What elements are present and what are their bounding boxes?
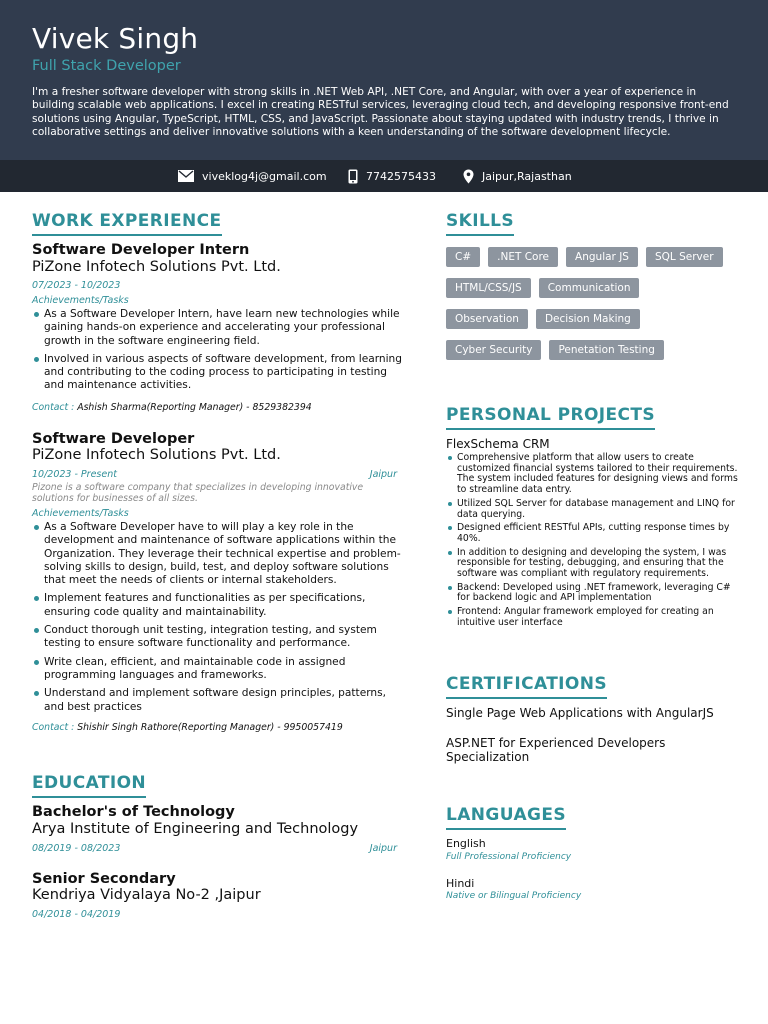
resume-header: [0, 0, 768, 160]
job-contact-value: Ashish Sharma(Reporting Manager) - 8529382394: [77, 402, 312, 413]
contact-phone-text: 7742575433: [366, 169, 436, 183]
skill-tag: .NET Core: [488, 247, 558, 267]
list-item: Write clean, efficient, and maintainable code in assigned programming languages and frameworks.: [32, 656, 402, 683]
location-pin-icon: [463, 169, 474, 184]
list-item: As a Software Developer Intern, have learn new technologies while gaining hands-on experience and accelerating your professional growth in the software engineering field.: [32, 308, 402, 348]
education-degree-1: Bachelor's of Technology: [32, 804, 235, 820]
list-item: Frontend: Angular framework employed for creating an intuitive user interface: [446, 607, 738, 628]
list-item: Involved in various aspects of software development, from learning and contributing to the coding process to participating in testing and maintenance activities.: [32, 353, 402, 393]
language-name-2: Hindi: [446, 877, 475, 890]
contact-phone[interactable]: [348, 160, 436, 192]
contact-email-text: viveklog4j@gmail.com: [202, 169, 327, 183]
project-bullets: [446, 453, 738, 632]
list-item: Conduct thorough unit testing, integration testing, and system testing to ensure software functionality and performance.: [32, 624, 402, 651]
company-description: Pizone is a software company that specializes in developing innovative solutions for businesses of all sizes.: [32, 482, 364, 504]
contact-bar: [0, 160, 768, 192]
candidate-name: Vivek Singh: [32, 22, 199, 55]
skill-tag: Angular JS: [566, 247, 638, 267]
job-contact-label: Contact :: [32, 402, 78, 413]
skill-tag: Penetation Testing: [549, 340, 663, 360]
list-item: Backend: Developed using .NET framework, leveraging C# for backend logic and API implementation: [446, 583, 738, 604]
language-level-1: Full Professional Proficiency: [446, 852, 572, 862]
languages-heading: LANGUAGES: [446, 805, 566, 830]
job-contact-label: Contact :: [32, 722, 78, 733]
project-name: FlexSchema CRM: [446, 437, 550, 451]
job-achievements-label-1: Achievements/Tasks: [32, 295, 129, 306]
education-degree-2: Senior Secondary: [32, 871, 176, 887]
job-dates-1: 07/2023 - 10/2023: [32, 280, 121, 291]
job-company-1: PiZone Infotech Solutions Pvt. Ltd.: [32, 259, 281, 275]
list-item: As a Software Developer have to will play a key role in the development and maintenance of software applications within the Organization. They leverage their technical expertise and problem-solving skills to design, build, test, and deploy software solutions that meet the needs of clients or internal stakeholders.: [32, 521, 402, 587]
skill-tag: HTML/CSS/JS: [446, 278, 531, 298]
job-contact-value: Shishir Singh Rathore(Reporting Manager) - 9950057419: [77, 722, 343, 733]
skills-heading: SKILLS: [446, 211, 514, 236]
skill-tag: Communication: [539, 278, 640, 298]
projects-heading: PERSONAL PROJECTS: [446, 405, 655, 430]
candidate-role: Full Stack Developer: [32, 58, 181, 74]
job-dates-2: 10/2023 - Present: [32, 469, 117, 480]
education-heading: EDUCATION: [32, 773, 146, 798]
contact-email[interactable]: [178, 160, 327, 192]
job-contact-1: [32, 402, 312, 413]
list-item: Implement features and functionalities as per specifications, ensuring code quality and maintainability.: [32, 592, 402, 619]
job-bullets-1: [32, 308, 402, 398]
skill-tag: Decision Making: [536, 309, 640, 329]
language-name-1: English: [446, 837, 486, 850]
certifications-heading: CERTIFICATIONS: [446, 674, 607, 699]
list-item: Comprehensive platform that allow users to create customized financial systems tailored to their requirements. The system included features for designing views and forms to streamline data entry.: [446, 453, 738, 496]
phone-icon: [348, 169, 358, 184]
certification-item-2: ASP.NET for Experienced Developers Specialization: [446, 736, 666, 764]
job-achievements-label-2: Achievements/Tasks: [32, 508, 129, 519]
skill-tag: Observation: [446, 309, 528, 329]
skills-list: [446, 247, 746, 371]
education-dates-1: 08/2019 - 08/2023: [32, 843, 121, 854]
education-school-1: Arya Institute of Engineering and Technology: [32, 821, 359, 837]
job-location-2: Jaipur: [369, 469, 397, 480]
contact-location-text: Jaipur,Rajasthan: [482, 169, 572, 183]
list-item: In addition to designing and developing the system, I was responsible for testing, debugging, and ensuring that the software was compliant with regulatory requirements.: [446, 548, 738, 580]
envelope-icon: [178, 170, 194, 182]
contact-location: [463, 160, 572, 192]
education-location-1: Jaipur: [369, 843, 397, 854]
work-experience-heading: WORK EXPERIENCE: [32, 211, 222, 236]
list-item: Designed efficient RESTful APIs, cutting response times by 40%.: [446, 523, 738, 544]
job-title-2: Software Developer: [32, 431, 195, 447]
certification-item-1: Single Page Web Applications with AngularJS: [446, 706, 714, 720]
list-item: Utilized SQL Server for database management and LINQ for data querying.: [446, 499, 738, 520]
education-dates-2: 04/2018 - 04/2019: [32, 909, 121, 920]
job-bullets-2: [32, 521, 402, 719]
list-item: Understand and implement software design principles, patterns, and best practices: [32, 687, 402, 714]
summary-text: I'm a fresher software developer with strong skills in .NET Web API, .NET Core, and Angular, with over a year of experience in building scalable web applications. I excel in creating RESTful services, leveraging cloud tech, and developing responsive front-end solutions using Angular, TypeScript, HTML, CSS, and JavaScript. Passionate about staying updated with industry trends, I thrive in collaborative settings and deliver innovative solutions with a keen understanding of the software development lifecycle.: [32, 86, 729, 139]
job-title-1: Software Developer Intern: [32, 242, 250, 258]
skill-tag: Cyber Security: [446, 340, 541, 360]
job-contact-2: [32, 722, 343, 733]
language-level-2: Native or Bilingual Proficiency: [446, 891, 582, 901]
skill-tag: SQL Server: [646, 247, 723, 267]
education-school-2: Kendriya Vidyalaya No-2 ,Jaipur: [32, 887, 261, 903]
job-company-2: PiZone Infotech Solutions Pvt. Ltd.: [32, 447, 281, 463]
skill-tag: C#: [446, 247, 480, 267]
